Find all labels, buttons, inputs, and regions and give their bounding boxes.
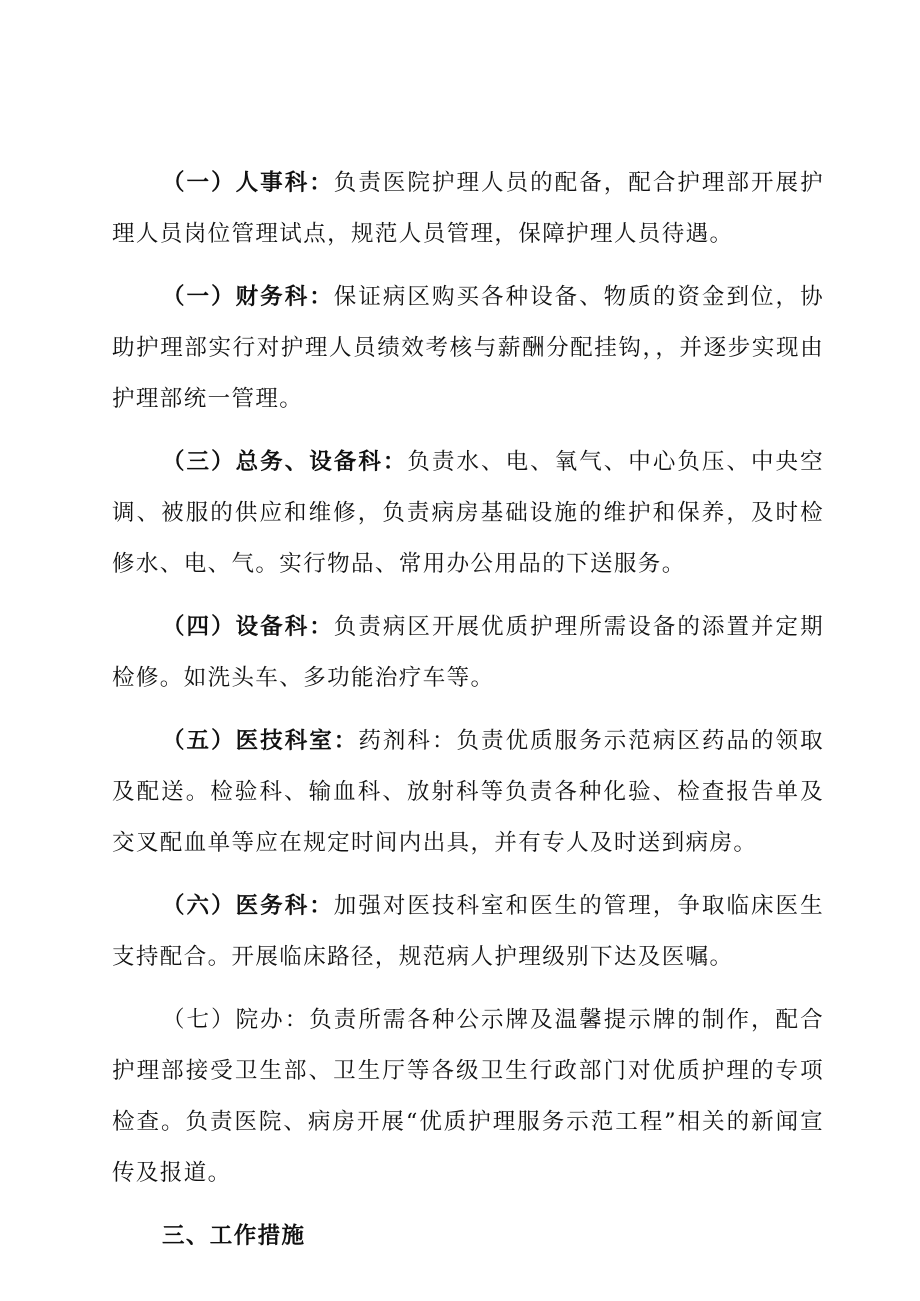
paragraph-body: 保证病区购买各种设备、物质的资金到位，协助护理部实行对护理人员绩效考核与薪酬分配挂钩，，并逐步实现由护理部统一管理。 bbox=[112, 284, 824, 412]
section-heading: 三、工作措施 bbox=[162, 1223, 306, 1249]
paragraph-body: 加强对医技科室和医生的管理，争取临床医生支持配合。开展临床路径，规范病人护理级别下达及医嘱。 bbox=[112, 893, 824, 970]
document-page bbox=[112, 158, 824, 1262]
paragraph-equipment bbox=[112, 602, 824, 704]
paragraph-lead: （一）人事科： bbox=[162, 170, 334, 196]
paragraph-hospital-office bbox=[112, 995, 824, 1199]
paragraph-body: 药剂科：负责优质服务示范病区药品的领取及配送。检验科、输血科、放射科等负责各种化验、检查报告单及交叉配血单等应在规定时间内出具，并有专人及时送到病房。 bbox=[112, 728, 824, 856]
paragraph-lead: （一）财务科： bbox=[162, 284, 334, 310]
paragraph-body: 负责医院护理人员的配备，配合护理部开展护理人员岗位管理试点，规范人员管理，保障护理人员待遇。 bbox=[112, 170, 824, 247]
paragraph-lead: （七）院办： bbox=[162, 1007, 310, 1033]
paragraph-personnel bbox=[112, 158, 824, 260]
paragraph-medical-affairs bbox=[112, 881, 824, 983]
paragraph-lead: （四）设备科： bbox=[162, 614, 334, 640]
paragraph-finance bbox=[112, 272, 824, 425]
paragraph-lead: （五）医技科室： bbox=[162, 728, 359, 754]
paragraph-medical-tech bbox=[112, 716, 824, 869]
paragraph-general-affairs bbox=[112, 437, 824, 590]
paragraph-body: 负责病区开展优质护理所需设备的添置并定期检修。如洗头车、多功能治疗车等。 bbox=[112, 614, 824, 691]
paragraph-lead: （三）总务、设备科： bbox=[162, 449, 408, 475]
paragraph-lead: （六）医务科： bbox=[162, 893, 334, 919]
paragraph-body: 负责水、电、氧气、中心负压、中央空调、被服的供应和维修，负责病房基础设施的维护和保养，及时检修水、电、气。实行物品、常用办公用品的下送服务。 bbox=[112, 449, 824, 577]
paragraph-body: 负责所需各种公示牌及温馨提示牌的制作，配合护理部接受卫生部、卫生厅等各级卫生行政部门对优质护理的专项检查。负责医院、病房开展“优质护理服务示范工程”相关的新闻宣传及报道。 bbox=[112, 1007, 825, 1186]
